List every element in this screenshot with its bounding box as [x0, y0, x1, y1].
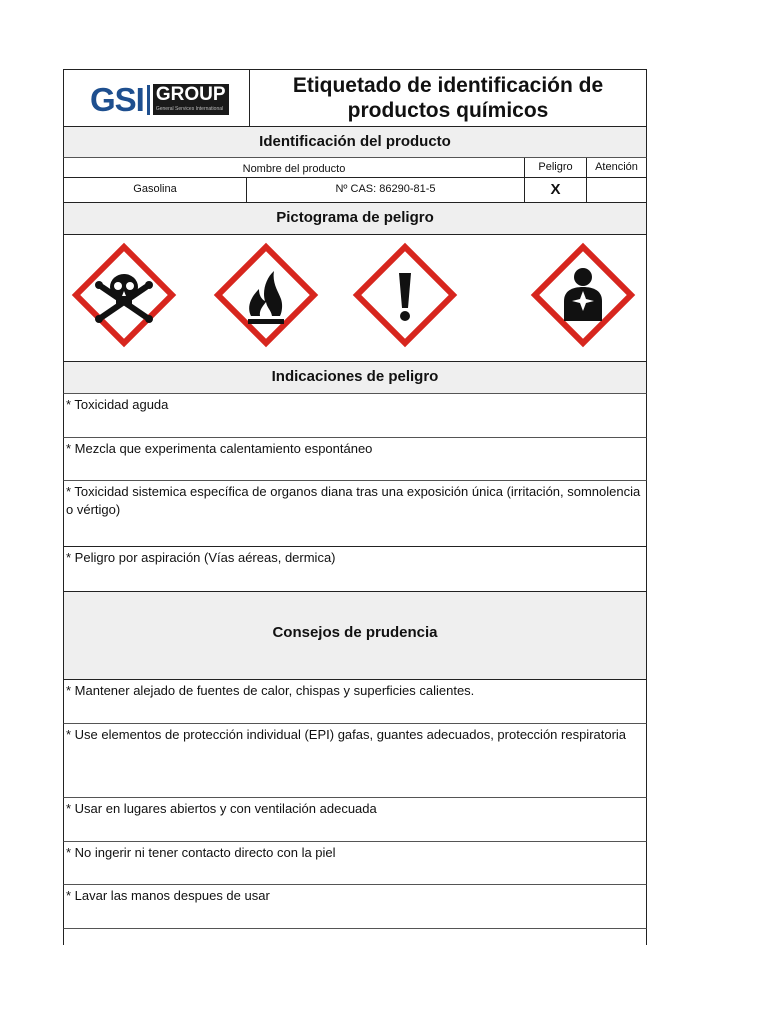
cas-number-value: Nº CAS: 86290-81-5	[246, 178, 524, 202]
precaution-section-header	[63, 592, 647, 680]
product-name-header: Nombre del producto	[242, 163, 346, 175]
precaution-statement-4: * No ingerir ni tener contacto directo con la piel	[63, 842, 647, 885]
attention-mark	[586, 178, 646, 202]
logo-divider	[147, 85, 150, 115]
precaution-statement-2: * Use elementos de protección individual (EPI) gafas, guantes adecuados, protección respiratoria	[63, 724, 647, 798]
danger-header: Peligro	[524, 158, 586, 177]
exclamation-mark-icon	[357, 247, 453, 343]
logo-main-text: GSI	[90, 81, 144, 118]
document-title-line2: productos químicos	[347, 99, 549, 122]
product-values-row	[63, 178, 647, 203]
flame-icon	[218, 247, 314, 343]
logo-cell	[64, 70, 249, 126]
precaution-statement-5: * Lavar las manos despues de usar	[63, 885, 647, 929]
empty-trailing-row	[63, 929, 647, 945]
company-logo	[90, 83, 229, 117]
hazard-statement-1: * Toxicidad aguda	[63, 394, 647, 438]
title-cell	[249, 70, 646, 126]
logo-box	[153, 84, 229, 115]
label-sheet	[63, 69, 647, 945]
health-hazard-icon	[535, 247, 631, 343]
product-name-value: Gasolina	[133, 183, 177, 195]
logo-box-text: GROUP	[155, 84, 226, 105]
pictogram-canvas	[64, 235, 646, 361]
pictogram-section-header	[63, 203, 647, 235]
precaution-statement-3: * Usar en lugares abiertos y con ventilación adecuada	[63, 798, 647, 842]
identification-section-header	[63, 127, 647, 158]
hazard-statement-4: * Peligro por aspiración (Vías aéreas, dermica)	[63, 547, 647, 592]
precaution-title: Consejos de prudencia	[272, 624, 438, 641]
hazard-statement-3: * Toxicidad sistemica específica de organos diana tras una exposición única (irritación, somnolencia o vértigo)	[63, 481, 647, 547]
product-header-row	[63, 158, 647, 178]
pictogram-title: Pictograma de peligro	[276, 209, 434, 226]
logo-subtext: General Services International	[155, 106, 224, 112]
pictogram-row	[63, 235, 647, 362]
attention-header: Atención	[586, 158, 646, 177]
identification-title: Identificación del producto	[259, 133, 451, 150]
precaution-statement-1: * Mantener alejado de fuentes de calor, chispas y superficies calientes.	[63, 680, 647, 724]
hazard-section-header	[63, 362, 647, 394]
danger-mark: X	[524, 178, 586, 202]
hazard-title: Indicaciones de peligro	[271, 368, 439, 385]
header-row	[63, 69, 647, 127]
document-title-line1: Etiquetado de identificación de	[292, 74, 604, 97]
hazard-statement-2: * Mezcla que experimenta calentamiento espontáneo	[63, 438, 647, 481]
skull-crossbones-icon	[76, 247, 172, 343]
